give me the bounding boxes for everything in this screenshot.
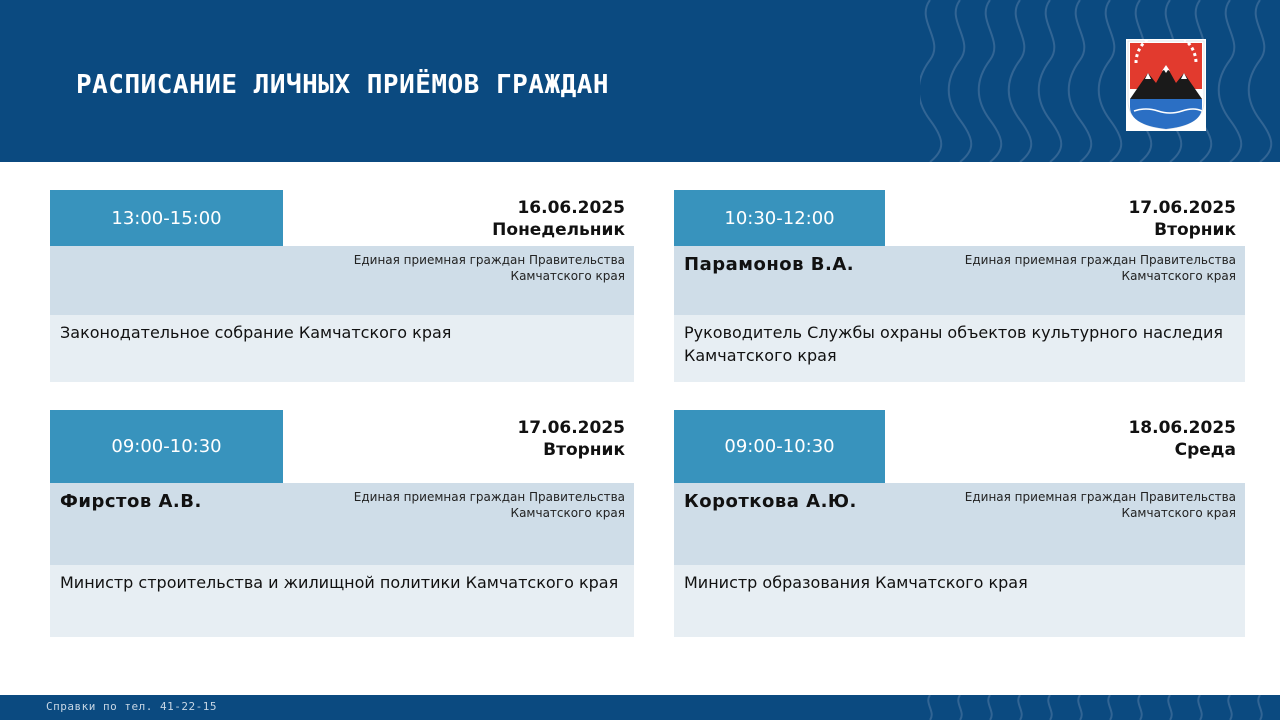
schedule-card [50,410,634,637]
date-block [1128,197,1236,241]
time-slot: 13:00-15:00 [50,190,283,246]
official-position: Законодательное собрание Камчатского края [60,323,452,342]
date: 17.06.2025 [517,418,625,438]
person-row [674,483,1245,565]
date-block [517,417,625,461]
position-row [674,315,1245,382]
position-row [50,315,634,382]
footer-bar [0,695,1280,720]
time-slot: 09:00-10:30 [674,410,885,483]
official-position: Руководитель Службы охраны объектов культурного наследия Камчатского края [684,323,1223,365]
position-row [674,565,1245,637]
reception-place: Единая приемная граждан Правительства Камчатского края [964,490,1236,520]
person-name: Короткова А.Ю. [684,491,857,512]
schedule-card [50,190,634,382]
reception-place: Единая приемная граждан Правительства Камчатского края [353,490,625,520]
person-row [50,483,634,565]
date-block [492,197,625,241]
person-row [50,246,634,315]
reception-place: Единая приемная граждан Правительства Камчатского края [353,253,625,283]
wave-pattern [920,695,1280,720]
official-position: Министр строительства и жилищной политики Камчатского края [60,573,619,592]
weekday: Среда [1174,440,1236,460]
date: 17.06.2025 [1128,198,1236,218]
schedule-card [674,190,1245,382]
person-name: Парамонов В.А. [684,254,855,275]
date-block [1128,417,1236,461]
weekday: Понедельник [492,220,625,240]
weekday: Вторник [1154,220,1236,240]
time-slot: 09:00-10:30 [50,410,283,483]
date: 18.06.2025 [1128,418,1236,438]
date: 16.06.2025 [517,198,625,218]
official-position: Министр образования Камчатского края [684,573,1028,592]
reception-place: Единая приемная граждан Правительства Камчатского края [964,253,1236,283]
wave-pattern [920,0,1280,162]
page-title: РАСПИСАНИЕ ЛИЧНЫХ ПРИЁМОВ ГРАЖДАН [76,70,610,100]
schedule-card [674,410,1245,637]
kamchatka-emblem-icon [1126,39,1206,131]
position-row [50,565,634,637]
time-slot: 10:30-12:00 [674,190,885,246]
header-banner [0,0,1280,162]
person-row [674,246,1245,315]
footer-phone-info: Справки по тел. 41-22-15 [46,700,217,713]
weekday: Вторник [543,440,625,460]
person-name: Фирстов А.В. [60,491,202,512]
